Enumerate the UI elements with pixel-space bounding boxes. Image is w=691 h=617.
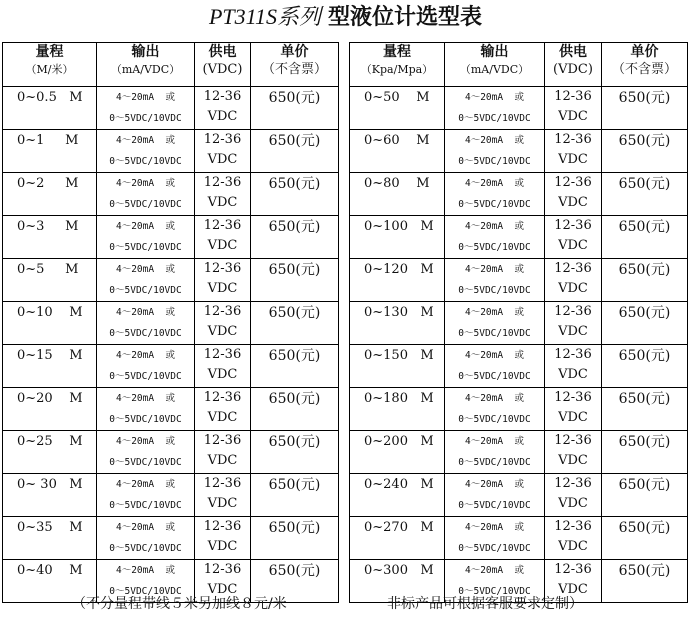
- output-cell: [445, 87, 545, 130]
- output-cell: [97, 388, 195, 431]
- power-cell: [195, 474, 251, 517]
- output-current: 4～20mA 或: [115, 565, 176, 576]
- output-current: 4～20mA 或: [464, 393, 525, 404]
- power-unit: VDC: [558, 367, 588, 382]
- range-cell: 0~40 M: [3, 560, 97, 603]
- power-value: 12-36: [203, 261, 242, 276]
- power-cell: [195, 173, 251, 216]
- power-unit: VDC: [207, 496, 238, 511]
- power-unit: VDC: [558, 453, 588, 468]
- table-row: [350, 302, 688, 345]
- output-cell: [445, 517, 545, 560]
- power-value: 12-36: [554, 519, 592, 534]
- table-row: [350, 431, 688, 474]
- range-cell: 0~180 M: [350, 388, 445, 431]
- power-cell: [545, 216, 602, 259]
- table-row: [3, 345, 339, 388]
- output-current: 4～20mA 或: [464, 479, 525, 490]
- power-value: 12-36: [203, 476, 242, 491]
- output-voltage: 0～5VDC/10VDC: [458, 199, 531, 210]
- output-current: 4～20mA 或: [464, 178, 525, 189]
- output-current: 4～20mA 或: [464, 565, 525, 576]
- power-unit: VDC: [207, 582, 238, 597]
- power-cell: [195, 431, 251, 474]
- power-cell: [545, 130, 602, 173]
- power-cell: [545, 173, 602, 216]
- output-current: 4～20mA 或: [464, 221, 525, 232]
- range-cell: 0~240 M: [350, 474, 445, 517]
- output-current: 4～20mA 或: [115, 522, 176, 533]
- power-value: 12-36: [203, 390, 242, 405]
- range-cell: 0~80 M: [350, 173, 445, 216]
- power-cell: [545, 87, 602, 130]
- price-cell: 650(元): [602, 216, 688, 259]
- right-table-body: [350, 87, 688, 603]
- power-cell: [545, 474, 602, 517]
- output-current: 4～20mA 或: [115, 178, 176, 189]
- power-value: 12-36: [554, 304, 592, 319]
- power-cell: [195, 302, 251, 345]
- output-voltage: 0～5VDC/10VDC: [458, 414, 531, 425]
- price-cell: 650(元): [251, 130, 339, 173]
- power-cell: [195, 87, 251, 130]
- title-name: 型液位计选型表: [328, 4, 483, 30]
- output-voltage: 0～5VDC/10VDC: [458, 457, 531, 468]
- left-header-row: [3, 43, 339, 87]
- price-cell: 650(元): [251, 87, 339, 130]
- output-current: 4～20mA 或: [464, 92, 525, 103]
- output-cell: [445, 173, 545, 216]
- output-cell: [97, 173, 195, 216]
- power-value: 12-36: [203, 175, 242, 190]
- price-cell: 650(元): [602, 517, 688, 560]
- price-cell: 650(元): [602, 259, 688, 302]
- power-unit: VDC: [207, 453, 238, 468]
- price-cell: 650(元): [602, 388, 688, 431]
- output-voltage: 0～5VDC/10VDC: [109, 414, 182, 425]
- power-cell: [195, 130, 251, 173]
- table-row: [3, 130, 339, 173]
- output-cell: [97, 87, 195, 130]
- power-unit: VDC: [558, 109, 588, 124]
- output-cell: [445, 216, 545, 259]
- output-voltage: 0～5VDC/10VDC: [458, 500, 531, 511]
- range-cell: 0~60 M: [350, 130, 445, 173]
- table-row: [350, 517, 688, 560]
- price-cell: 650(元): [602, 302, 688, 345]
- table-row: [3, 517, 339, 560]
- power-cell: [195, 517, 251, 560]
- power-unit: VDC: [558, 195, 588, 210]
- price-cell: 650(元): [602, 87, 688, 130]
- output-cell: [445, 388, 545, 431]
- power-value: 12-36: [554, 476, 592, 491]
- power-unit: VDC: [558, 410, 588, 425]
- output-voltage: 0～5VDC/10VDC: [109, 156, 182, 167]
- header-range: 量程 （M/米）: [3, 43, 97, 87]
- output-current: 4～20mA 或: [464, 350, 525, 361]
- left-spec-table: [2, 42, 339, 603]
- power-value: 12-36: [203, 562, 242, 577]
- output-voltage: 0～5VDC/10VDC: [109, 457, 182, 468]
- price-cell: 650(元): [602, 474, 688, 517]
- power-value: 12-36: [554, 562, 592, 577]
- price-cell: 650(元): [251, 173, 339, 216]
- power-cell: [545, 517, 602, 560]
- output-current: 4～20mA 或: [115, 307, 176, 318]
- power-cell: [195, 345, 251, 388]
- output-current: 4～20mA 或: [464, 135, 525, 146]
- output-cell: [445, 259, 545, 302]
- power-cell: [545, 345, 602, 388]
- output-cell: [97, 216, 195, 259]
- output-current: 4～20mA 或: [115, 92, 176, 103]
- range-cell: 0~2 M: [3, 173, 97, 216]
- power-value: 12-36: [203, 89, 242, 104]
- price-cell: 650(元): [251, 259, 339, 302]
- output-cell: [445, 431, 545, 474]
- power-value: 12-36: [554, 175, 592, 190]
- power-value: 12-36: [203, 304, 242, 319]
- range-cell: 0~35 M: [3, 517, 97, 560]
- output-voltage: 0～5VDC/10VDC: [109, 500, 182, 511]
- price-cell: 650(元): [251, 302, 339, 345]
- output-cell: [445, 302, 545, 345]
- table-row: [350, 259, 688, 302]
- power-value: 12-36: [203, 218, 242, 233]
- range-cell: 0~1 M: [3, 130, 97, 173]
- table-row: [3, 388, 339, 431]
- table-row: [3, 431, 339, 474]
- header-power: 供电 (VDC): [195, 43, 251, 87]
- power-cell: [545, 388, 602, 431]
- range-cell: 0~270 M: [350, 517, 445, 560]
- note-custom: 非标产品可根据客服要求定制）: [387, 596, 583, 612]
- output-cell: [97, 259, 195, 302]
- range-cell: 0~3 M: [3, 216, 97, 259]
- header-range: 量程 （Kpa/Mpa）: [350, 43, 445, 87]
- range-cell: 0~50 M: [350, 87, 445, 130]
- output-cell: [97, 302, 195, 345]
- power-unit: VDC: [207, 410, 238, 425]
- output-current: 4～20mA 或: [464, 307, 525, 318]
- range-cell: 0~300 M: [350, 560, 445, 603]
- power-value: 12-36: [554, 347, 592, 362]
- power-unit: VDC: [207, 195, 238, 210]
- price-cell: 650(元): [602, 431, 688, 474]
- right-spec-table: [349, 42, 688, 603]
- power-value: 12-36: [554, 390, 592, 405]
- power-value: 12-36: [203, 347, 242, 362]
- table-row: [350, 388, 688, 431]
- output-voltage: 0～5VDC/10VDC: [109, 371, 182, 382]
- header-output: 输出 （mA/VDC）: [445, 43, 545, 87]
- output-current: 4～20mA 或: [115, 350, 176, 361]
- power-unit: VDC: [207, 109, 238, 124]
- range-cell: 0~20 M: [3, 388, 97, 431]
- price-cell: 650(元): [602, 173, 688, 216]
- power-cell: [195, 259, 251, 302]
- output-voltage: 0～5VDC/10VDC: [458, 285, 531, 296]
- price-cell: 650(元): [251, 345, 339, 388]
- range-cell: 0~130 M: [350, 302, 445, 345]
- header-output: 输出 （mA/VDC）: [97, 43, 195, 87]
- output-voltage: 0～5VDC/10VDC: [458, 328, 531, 339]
- output-cell: [445, 130, 545, 173]
- range-cell: 0~200 M: [350, 431, 445, 474]
- power-value: 12-36: [554, 261, 592, 276]
- output-current: 4～20mA 或: [464, 436, 525, 447]
- power-unit: VDC: [558, 496, 588, 511]
- power-unit: VDC: [207, 367, 238, 382]
- output-cell: [445, 474, 545, 517]
- table-row: [3, 87, 339, 130]
- range-cell: 0~5 M: [3, 259, 97, 302]
- title-model: PT311S: [208, 4, 277, 29]
- output-voltage: 0～5VDC/10VDC: [458, 242, 531, 253]
- left-table-body: [3, 87, 339, 603]
- price-cell: 650(元): [251, 431, 339, 474]
- range-cell: 0~25 M: [3, 431, 97, 474]
- power-value: 12-36: [203, 519, 242, 534]
- title-series: 系列: [277, 5, 322, 30]
- output-voltage: 0～5VDC/10VDC: [109, 285, 182, 296]
- table-row: [350, 345, 688, 388]
- range-cell: 0~ 30 M: [3, 474, 97, 517]
- range-cell: 0~150 M: [350, 345, 445, 388]
- power-value: 12-36: [554, 89, 592, 104]
- price-cell: 650(元): [251, 560, 339, 603]
- output-voltage: 0～5VDC/10VDC: [109, 543, 182, 554]
- output-voltage: 0～5VDC/10VDC: [458, 113, 531, 124]
- output-cell: [97, 345, 195, 388]
- output-voltage: 0～5VDC/10VDC: [458, 371, 531, 382]
- output-current: 4～20mA 或: [115, 264, 176, 275]
- output-voltage: 0～5VDC/10VDC: [458, 543, 531, 554]
- price-cell: 650(元): [602, 560, 688, 603]
- range-cell: 0~120 M: [350, 259, 445, 302]
- right-header-row: [350, 43, 688, 87]
- output-current: 4～20mA 或: [115, 479, 176, 490]
- price-cell: 650(元): [251, 388, 339, 431]
- output-voltage: 0～5VDC/10VDC: [109, 586, 182, 597]
- range-cell: 0~10 M: [3, 302, 97, 345]
- table-row: [3, 216, 339, 259]
- price-cell: 650(元): [602, 345, 688, 388]
- page-title: [0, 2, 691, 33]
- power-value: 12-36: [554, 433, 592, 448]
- output-current: 4～20mA 或: [115, 393, 176, 404]
- power-unit: VDC: [207, 324, 238, 339]
- price-cell: 650(元): [251, 216, 339, 259]
- note-cable: （不分量程带线５米另加线８元/米: [72, 596, 287, 612]
- output-cell: [97, 431, 195, 474]
- price-cell: 650(元): [251, 474, 339, 517]
- power-unit: VDC: [558, 152, 588, 167]
- price-cell: 650(元): [251, 517, 339, 560]
- power-unit: VDC: [558, 238, 588, 253]
- header-power: 供电 (VDC): [545, 43, 602, 87]
- output-current: 4～20mA 或: [115, 436, 176, 447]
- output-current: 4～20mA 或: [464, 264, 525, 275]
- power-cell: [545, 259, 602, 302]
- table-row: [350, 216, 688, 259]
- header-price: 单价 （不含票）: [251, 43, 339, 87]
- power-cell: [545, 302, 602, 345]
- range-cell: 0~15 M: [3, 345, 97, 388]
- power-unit: VDC: [558, 539, 588, 554]
- output-cell: [97, 474, 195, 517]
- output-cell: [97, 517, 195, 560]
- table-row: [3, 259, 339, 302]
- table-row: [350, 474, 688, 517]
- table-row: [3, 302, 339, 345]
- power-cell: [195, 388, 251, 431]
- table-row: [350, 87, 688, 130]
- power-unit: VDC: [558, 281, 588, 296]
- power-cell: [545, 431, 602, 474]
- power-value: 12-36: [203, 132, 242, 147]
- range-cell: 0~0.5 M: [3, 87, 97, 130]
- output-voltage: 0～5VDC/10VDC: [458, 586, 531, 597]
- output-voltage: 0～5VDC/10VDC: [109, 113, 182, 124]
- power-value: 12-36: [203, 433, 242, 448]
- output-voltage: 0～5VDC/10VDC: [109, 199, 182, 210]
- price-cell: 650(元): [602, 130, 688, 173]
- power-value: 12-36: [554, 132, 592, 147]
- table-row: [3, 474, 339, 517]
- table-row: [350, 130, 688, 173]
- output-current: 4～20mA 或: [115, 221, 176, 232]
- power-cell: [195, 216, 251, 259]
- power-unit: VDC: [207, 539, 238, 554]
- power-unit: VDC: [558, 582, 588, 597]
- power-unit: VDC: [207, 238, 238, 253]
- output-current: 4～20mA 或: [464, 522, 525, 533]
- range-cell: 0~100 M: [350, 216, 445, 259]
- output-current: 4～20mA 或: [115, 135, 176, 146]
- table-row: [3, 173, 339, 216]
- table-row: [350, 173, 688, 216]
- power-value: 12-36: [554, 218, 592, 233]
- output-cell: [97, 130, 195, 173]
- header-price: 单价 （不含票）: [602, 43, 688, 87]
- output-voltage: 0～5VDC/10VDC: [109, 242, 182, 253]
- output-voltage: 0～5VDC/10VDC: [458, 156, 531, 167]
- power-unit: VDC: [558, 324, 588, 339]
- output-cell: [445, 345, 545, 388]
- output-voltage: 0～5VDC/10VDC: [109, 328, 182, 339]
- power-unit: VDC: [207, 281, 238, 296]
- power-unit: VDC: [207, 152, 238, 167]
